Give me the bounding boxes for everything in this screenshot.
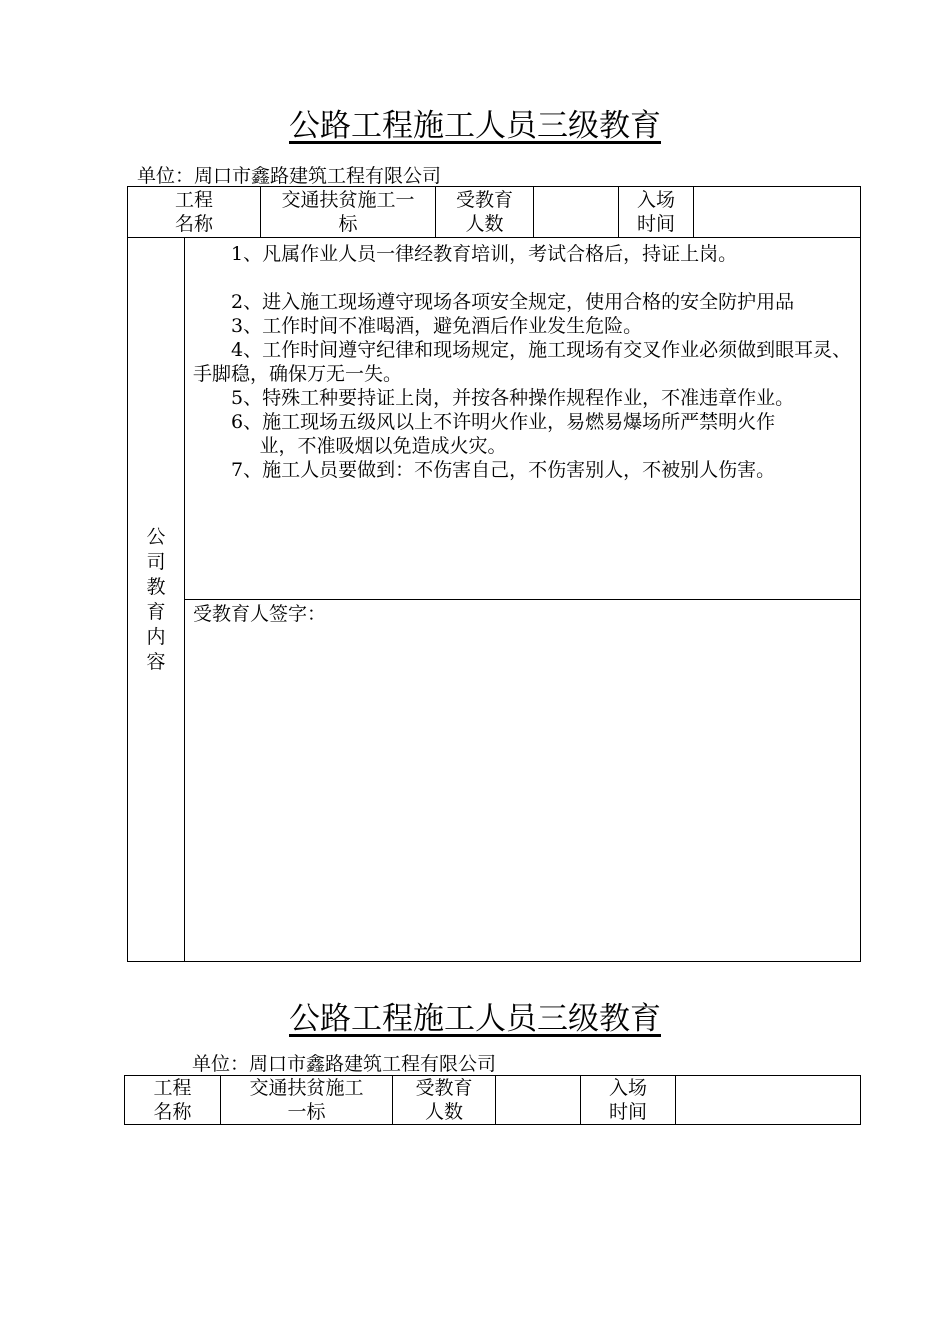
project-name-value-2: 交通扶贫施工 一标 (221, 1076, 393, 1125)
unit-label: 单位：周口市鑫路建筑工程有限公司 (137, 165, 442, 187)
project-name-label-2: 工程 名称 (125, 1076, 221, 1125)
project-name-label: 工程 名称 (128, 187, 261, 238)
entry-time-label: 入场 时间 (619, 187, 694, 238)
header-row-2 (125, 1076, 861, 1125)
rule-2: 2、进入施工现场遵守现场各项安全规定，使用合格的安全防护用品 (231, 291, 795, 313)
header-row (128, 187, 861, 238)
signature-area[interactable] (185, 600, 861, 962)
entry-time-label-2: 入场 时间 (581, 1076, 676, 1125)
content-row (128, 238, 861, 600)
rule-3: 3、工作时间不准喝酒，避免酒后作业发生危险。 (231, 315, 643, 337)
trainee-count-label: 受教育 人数 (436, 187, 534, 238)
trainee-count-value-2 (496, 1076, 581, 1125)
page-title-2: 公路工程施工人员三级教育 (289, 1001, 661, 1037)
rule-5: 5、特殊工种要持证上岗，并按各种操作规程作业，不准违章作业。 (231, 387, 795, 409)
rule-6: 6、施工现场五级风以上不许明火作业，易燃易爆场所严禁明火作 业，不准吸烟以免造成火灾。 (231, 411, 776, 457)
rule-1: 1、凡属作业人员一律经教育培训，考试合格后，持证上岗。 (231, 243, 738, 265)
signature-row (128, 600, 861, 962)
entry-time-value-2 (676, 1076, 861, 1125)
rule-4: 4、工作时间遵守纪律和现场规定，施工现场有交叉作业必须做到眼耳灵、手脚稳，确保万无一失。 (193, 339, 852, 385)
project-name-value: 交通扶贫施工一 标 (261, 187, 436, 238)
company-education-label: 公司教育内容 (128, 238, 185, 962)
signature-label: 受教育人签字： (193, 603, 327, 625)
education-form-table (127, 186, 861, 962)
page-title: 公路工程施工人员三级教育 (289, 108, 661, 144)
education-form-table-2 (124, 1075, 861, 1125)
trainee-count-label-2: 受教育 人数 (393, 1076, 496, 1125)
rule-7: 7、施工人员要做到：不伤害自己，不伤害别人，不被别人伤害。 (231, 459, 776, 481)
trainee-count-value (534, 187, 619, 238)
education-content (185, 238, 861, 600)
unit-label-2: 单位：周口市鑫路建筑工程有限公司 (192, 1053, 497, 1075)
entry-time-value (694, 187, 861, 238)
